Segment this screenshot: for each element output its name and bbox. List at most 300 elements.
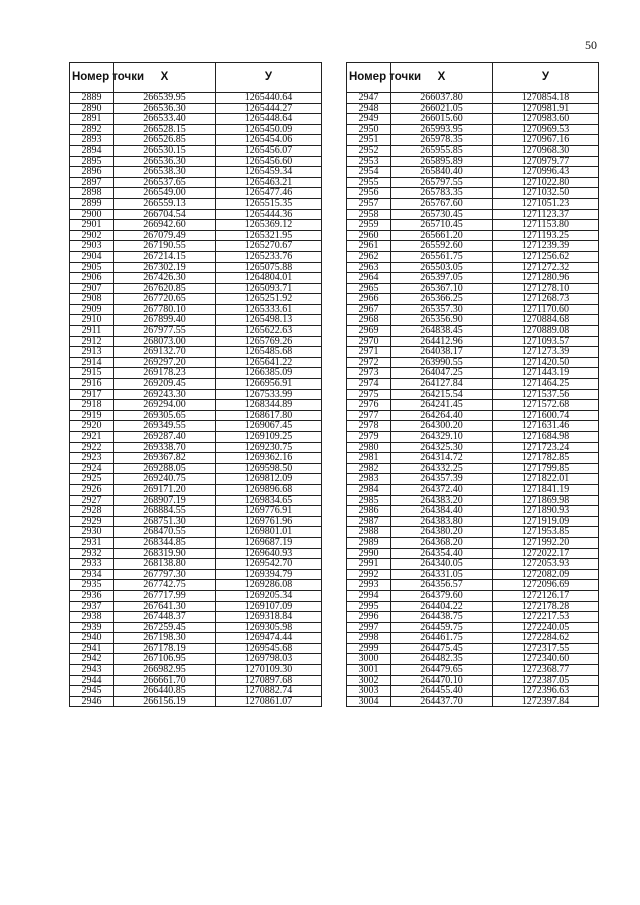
- y-coordinate-cell: 1265450.09: [216, 124, 322, 135]
- point-number-cell: 2994: [347, 590, 391, 601]
- table-row: [70, 389, 322, 400]
- point-number-cell: 2899: [70, 198, 114, 209]
- y-coordinate-cell: 1269109.25: [216, 432, 322, 443]
- table-row: [70, 273, 322, 284]
- point-number-cell: 2891: [70, 114, 114, 125]
- table-row: [70, 145, 322, 156]
- y-coordinate-cell: 1271093.57: [493, 336, 599, 347]
- point-number-cell: 2960: [347, 230, 391, 241]
- x-coordinate-cell: 265397.05: [391, 273, 493, 284]
- table-row: [70, 251, 322, 262]
- y-coordinate-cell: 1271723.24: [493, 442, 599, 453]
- table-row: [70, 336, 322, 347]
- y-coordinate-cell: 1264804.01: [216, 273, 322, 284]
- point-number-cell: 2970: [347, 336, 391, 347]
- y-coordinate-cell: 1272284.62: [493, 633, 599, 644]
- x-coordinate-cell: 266549.00: [114, 188, 216, 199]
- point-number-cell: 2983: [347, 474, 391, 485]
- y-coordinate-cell: 1271239.39: [493, 241, 599, 252]
- x-coordinate-cell: 264838.45: [391, 326, 493, 337]
- y-coordinate-cell: 1265440.64: [216, 93, 322, 104]
- y-coordinate-cell: 1265075.88: [216, 262, 322, 273]
- point-number-cell: 2900: [70, 209, 114, 220]
- table-row: [70, 294, 322, 305]
- y-coordinate-cell: 1265369.12: [216, 220, 322, 231]
- x-coordinate-cell: 267302.19: [114, 262, 216, 273]
- y-coordinate-cell: 1272240.05: [493, 622, 599, 633]
- x-coordinate-cell: 264354.40: [391, 548, 493, 559]
- x-coordinate-cell: 267742.75: [114, 580, 216, 591]
- table-row: [347, 93, 599, 104]
- table-row: [70, 432, 322, 443]
- point-number-cell: 2954: [347, 167, 391, 178]
- point-number-cell: 2920: [70, 421, 114, 432]
- point-number-cell: 2905: [70, 262, 114, 273]
- x-coordinate-cell: 264300.20: [391, 421, 493, 432]
- table-row: [347, 241, 599, 252]
- table-row: [347, 410, 599, 421]
- y-coordinate-cell: 1265093.71: [216, 283, 322, 294]
- point-number-cell: 2979: [347, 432, 391, 443]
- x-coordinate-cell: 265503.05: [391, 262, 493, 273]
- x-coordinate-cell: 267259.45: [114, 622, 216, 633]
- point-number-cell: 2909: [70, 304, 114, 315]
- x-coordinate-cell: 264241.45: [391, 400, 493, 411]
- y-coordinate-cell: 1269286.08: [216, 580, 322, 591]
- point-number-cell: 2898: [70, 188, 114, 199]
- x-coordinate-cell: 265730.45: [391, 209, 493, 220]
- x-coordinate-cell: 266440.85: [114, 686, 216, 697]
- table-row: [70, 315, 322, 326]
- x-coordinate-cell: 269349.55: [114, 421, 216, 432]
- table-row: [70, 103, 322, 114]
- x-coordinate-cell: 267717.99: [114, 590, 216, 601]
- x-coordinate-cell: 269178.23: [114, 368, 216, 379]
- point-number-cell: 2896: [70, 167, 114, 178]
- header-y: У: [493, 63, 599, 93]
- point-number-cell: 3002: [347, 675, 391, 686]
- x-coordinate-cell: 266538.30: [114, 167, 216, 178]
- x-coordinate-cell: 264379.60: [391, 590, 493, 601]
- table-row: [347, 601, 599, 612]
- table-row: [347, 326, 599, 337]
- y-coordinate-cell: 1271123.37: [493, 209, 599, 220]
- point-number-cell: 2928: [70, 506, 114, 517]
- y-coordinate-cell: 1272178.28: [493, 601, 599, 612]
- point-number-cell: 2996: [347, 612, 391, 623]
- y-coordinate-cell: 1271782.85: [493, 453, 599, 464]
- table-row: [347, 442, 599, 453]
- header-x: X: [114, 63, 216, 93]
- point-number-cell: 2922: [70, 442, 114, 453]
- x-coordinate-cell: 264437.70: [391, 696, 493, 707]
- table-row: [70, 559, 322, 570]
- point-number-cell: 2985: [347, 495, 391, 506]
- y-coordinate-cell: 1265769.26: [216, 336, 322, 347]
- x-coordinate-cell: 269305.65: [114, 410, 216, 421]
- x-coordinate-cell: 265592.60: [391, 241, 493, 252]
- table-row: [347, 336, 599, 347]
- y-coordinate-cell: 1270884.68: [493, 315, 599, 326]
- point-number-cell: 2963: [347, 262, 391, 273]
- x-coordinate-cell: 265797.55: [391, 177, 493, 188]
- y-coordinate-cell: 1268617.80: [216, 410, 322, 421]
- point-number-cell: 2987: [347, 516, 391, 527]
- table-row: [347, 198, 599, 209]
- x-coordinate-cell: 265710.45: [391, 220, 493, 231]
- point-number-cell: 2938: [70, 612, 114, 623]
- point-number-cell: 2986: [347, 506, 391, 517]
- y-coordinate-cell: 1265463.21: [216, 177, 322, 188]
- x-coordinate-cell: 267426.30: [114, 273, 216, 284]
- table-row: [70, 633, 322, 644]
- x-coordinate-cell: 265955.85: [391, 145, 493, 156]
- point-number-cell: 3000: [347, 654, 391, 665]
- table-row: [347, 156, 599, 167]
- y-coordinate-cell: 1269230.75: [216, 442, 322, 453]
- x-coordinate-cell: 268470.55: [114, 527, 216, 538]
- x-coordinate-cell: 268884.55: [114, 506, 216, 517]
- table-row: [70, 230, 322, 241]
- x-coordinate-cell: 269171.20: [114, 484, 216, 495]
- x-coordinate-cell: 264412.96: [391, 336, 493, 347]
- table-row: [70, 622, 322, 633]
- point-number-cell: 2949: [347, 114, 391, 125]
- x-coordinate-cell: 264479.65: [391, 665, 493, 676]
- y-coordinate-cell: 1269474.44: [216, 633, 322, 644]
- y-coordinate-cell: 1269542.70: [216, 559, 322, 570]
- table-row: [347, 665, 599, 676]
- table-row: [70, 675, 322, 686]
- y-coordinate-cell: 1270897.68: [216, 675, 322, 686]
- point-number-cell: 2889: [70, 93, 114, 104]
- table-row: [70, 209, 322, 220]
- x-coordinate-cell: 264482.35: [391, 654, 493, 665]
- table-row: [70, 410, 322, 421]
- x-coordinate-cell: 269209.45: [114, 379, 216, 390]
- point-number-cell: 2946: [70, 696, 114, 707]
- point-number-cell: 2948: [347, 103, 391, 114]
- x-coordinate-cell: 265767.60: [391, 198, 493, 209]
- point-number-cell: 2902: [70, 230, 114, 241]
- table-row: [347, 537, 599, 548]
- x-coordinate-cell: 266704.54: [114, 209, 216, 220]
- y-coordinate-cell: 1265444.27: [216, 103, 322, 114]
- x-coordinate-cell: 269288.05: [114, 463, 216, 474]
- point-number-cell: 2912: [70, 336, 114, 347]
- point-number-cell: 2923: [70, 453, 114, 464]
- x-coordinate-cell: 265993.95: [391, 124, 493, 135]
- table-row: [70, 400, 322, 411]
- x-coordinate-cell: 264325.30: [391, 442, 493, 453]
- point-number-cell: 2908: [70, 294, 114, 305]
- x-coordinate-cell: 265366.25: [391, 294, 493, 305]
- table-row: [347, 569, 599, 580]
- y-coordinate-cell: 1265622.63: [216, 326, 322, 337]
- y-coordinate-cell: 1265459.34: [216, 167, 322, 178]
- point-number-cell: 2977: [347, 410, 391, 421]
- point-number-cell: 2893: [70, 135, 114, 146]
- point-number-cell: 2997: [347, 622, 391, 633]
- x-coordinate-cell: 266037.80: [391, 93, 493, 104]
- y-coordinate-cell: 1265233.76: [216, 251, 322, 262]
- x-coordinate-cell: 267641.30: [114, 601, 216, 612]
- table-row: [347, 612, 599, 623]
- table-row: [347, 590, 599, 601]
- table-row: [347, 347, 599, 358]
- y-coordinate-cell: 1269067.45: [216, 421, 322, 432]
- y-coordinate-cell: 1269305.98: [216, 622, 322, 633]
- point-number-cell: 2931: [70, 537, 114, 548]
- x-coordinate-cell: 266942.60: [114, 220, 216, 231]
- table-row: [347, 548, 599, 559]
- point-number-cell: 2929: [70, 516, 114, 527]
- x-coordinate-cell: 267448.37: [114, 612, 216, 623]
- table-row: [347, 686, 599, 697]
- point-number-cell: 2925: [70, 474, 114, 485]
- y-coordinate-cell: 1269545.68: [216, 643, 322, 654]
- table-header-row: [347, 63, 599, 93]
- x-coordinate-cell: 266021.05: [391, 103, 493, 114]
- point-number-cell: 2926: [70, 484, 114, 495]
- point-number-cell: 2933: [70, 559, 114, 570]
- table-row: [70, 177, 322, 188]
- table-row: [347, 580, 599, 591]
- point-number-cell: 2990: [347, 548, 391, 559]
- table-row: [70, 506, 322, 517]
- y-coordinate-cell: 1269107.09: [216, 601, 322, 612]
- header-x: X: [391, 63, 493, 93]
- x-coordinate-cell: 269297.20: [114, 357, 216, 368]
- y-coordinate-cell: 1272053.93: [493, 559, 599, 570]
- y-coordinate-cell: 1271170.60: [493, 304, 599, 315]
- point-number-cell: 2936: [70, 590, 114, 601]
- table-row: [347, 495, 599, 506]
- table-row: [70, 283, 322, 294]
- y-coordinate-cell: 1272096.69: [493, 580, 599, 591]
- point-number-cell: 2992: [347, 569, 391, 580]
- x-coordinate-cell: 266982.95: [114, 665, 216, 676]
- x-coordinate-cell: 264470.10: [391, 675, 493, 686]
- table-row: [347, 251, 599, 262]
- table-row: [70, 442, 322, 453]
- y-coordinate-cell: 1269205.34: [216, 590, 322, 601]
- x-coordinate-cell: 268751.30: [114, 516, 216, 527]
- point-number-cell: 2972: [347, 357, 391, 368]
- x-coordinate-cell: 265367.10: [391, 283, 493, 294]
- y-coordinate-cell: 1272126.17: [493, 590, 599, 601]
- point-number-cell: 2918: [70, 400, 114, 411]
- table-row: [70, 495, 322, 506]
- x-coordinate-cell: 266536.30: [114, 156, 216, 167]
- table-row: [70, 654, 322, 665]
- y-coordinate-cell: 1272022.17: [493, 548, 599, 559]
- x-coordinate-cell: 266530.15: [114, 145, 216, 156]
- y-coordinate-cell: 1269640.93: [216, 548, 322, 559]
- table-row: [70, 124, 322, 135]
- table-row: [70, 548, 322, 559]
- point-number-cell: 2890: [70, 103, 114, 114]
- x-coordinate-cell: 267780.10: [114, 304, 216, 315]
- point-number-cell: 2915: [70, 368, 114, 379]
- y-coordinate-cell: 1271600.74: [493, 410, 599, 421]
- table-row: [347, 230, 599, 241]
- table-row: [347, 622, 599, 633]
- table-row: [70, 463, 322, 474]
- table-row: [70, 421, 322, 432]
- point-number-cell: 2974: [347, 379, 391, 390]
- point-number-cell: 2917: [70, 389, 114, 400]
- point-number-cell: 2944: [70, 675, 114, 686]
- table-row: [70, 326, 322, 337]
- point-number-cell: 2942: [70, 654, 114, 665]
- point-number-cell: 2961: [347, 241, 391, 252]
- x-coordinate-cell: 265783.35: [391, 188, 493, 199]
- x-coordinate-cell: 269132.70: [114, 347, 216, 358]
- y-coordinate-cell: 1270854.18: [493, 93, 599, 104]
- x-coordinate-cell: 263990.55: [391, 357, 493, 368]
- y-coordinate-cell: 1272396.63: [493, 686, 599, 697]
- point-number-cell: 2953: [347, 156, 391, 167]
- y-coordinate-cell: 1270979.77: [493, 156, 599, 167]
- x-coordinate-cell: 264264.40: [391, 410, 493, 421]
- y-coordinate-cell: 1271051.23: [493, 198, 599, 209]
- header-y: У: [216, 63, 322, 93]
- x-coordinate-cell: 264038.17: [391, 347, 493, 358]
- x-coordinate-cell: 267190.55: [114, 241, 216, 252]
- y-coordinate-cell: 1265498.13: [216, 315, 322, 326]
- y-coordinate-cell: 1270882.74: [216, 686, 322, 697]
- y-coordinate-cell: 1270996.43: [493, 167, 599, 178]
- table-row: [347, 114, 599, 125]
- point-number-cell: 2947: [347, 93, 391, 104]
- table-row: [347, 463, 599, 474]
- y-coordinate-cell: 1271684.98: [493, 432, 599, 443]
- y-coordinate-cell: 1270969.53: [493, 124, 599, 135]
- x-coordinate-cell: 264459.75: [391, 622, 493, 633]
- y-coordinate-cell: 1266385.09: [216, 368, 322, 379]
- x-coordinate-cell: 268907.19: [114, 495, 216, 506]
- y-coordinate-cell: 1269687.19: [216, 537, 322, 548]
- x-coordinate-cell: 266661.70: [114, 675, 216, 686]
- x-coordinate-cell: 265561.75: [391, 251, 493, 262]
- table-row: [347, 294, 599, 305]
- table-row: [347, 506, 599, 517]
- y-coordinate-cell: 1270983.60: [493, 114, 599, 125]
- table-row: [70, 188, 322, 199]
- table-row: [347, 484, 599, 495]
- x-coordinate-cell: 266526.85: [114, 135, 216, 146]
- y-coordinate-cell: 1270861.07: [216, 696, 322, 707]
- table-row: [347, 654, 599, 665]
- table-row: [70, 601, 322, 612]
- y-coordinate-cell: 1265456.07: [216, 145, 322, 156]
- x-coordinate-cell: 269338.70: [114, 442, 216, 453]
- x-coordinate-cell: 269243.30: [114, 389, 216, 400]
- point-number-cell: 3003: [347, 686, 391, 697]
- x-coordinate-cell: 264368.20: [391, 537, 493, 548]
- point-number-cell: 2984: [347, 484, 391, 495]
- y-coordinate-cell: 1271273.39: [493, 347, 599, 358]
- y-coordinate-cell: 1271032.50: [493, 188, 599, 199]
- table-row: [347, 474, 599, 485]
- table-row: [347, 103, 599, 114]
- y-coordinate-cell: 1271822.01: [493, 474, 599, 485]
- x-coordinate-cell: 264332.25: [391, 463, 493, 474]
- x-coordinate-cell: 266015.60: [391, 114, 493, 125]
- point-number-cell: 2894: [70, 145, 114, 156]
- y-coordinate-cell: 1265444.36: [216, 209, 322, 220]
- point-number-cell: 2930: [70, 527, 114, 538]
- x-coordinate-cell: 264384.40: [391, 506, 493, 517]
- y-coordinate-cell: 1272317.55: [493, 643, 599, 654]
- coordinates-table-left: [69, 62, 322, 707]
- x-coordinate-cell: 264383.20: [391, 495, 493, 506]
- table-row: [347, 633, 599, 644]
- point-number-cell: 3004: [347, 696, 391, 707]
- y-coordinate-cell: 1265251.92: [216, 294, 322, 305]
- point-number-cell: 2941: [70, 643, 114, 654]
- point-number-cell: 2982: [347, 463, 391, 474]
- y-coordinate-cell: 1265485.68: [216, 347, 322, 358]
- y-coordinate-cell: 1271443.19: [493, 368, 599, 379]
- x-coordinate-cell: 264475.45: [391, 643, 493, 654]
- table-row: [347, 357, 599, 368]
- point-number-cell: 2903: [70, 241, 114, 252]
- point-number-cell: 2910: [70, 315, 114, 326]
- table-row: [70, 474, 322, 485]
- y-coordinate-cell: 1272340.60: [493, 654, 599, 665]
- table-header-row: [70, 63, 322, 93]
- x-coordinate-cell: 266559.13: [114, 198, 216, 209]
- table-row: [70, 167, 322, 178]
- y-coordinate-cell: 1270981.91: [493, 103, 599, 114]
- y-coordinate-cell: 1271890.93: [493, 506, 599, 517]
- table-row: [70, 220, 322, 231]
- x-coordinate-cell: 266533.40: [114, 114, 216, 125]
- table-row: [347, 527, 599, 538]
- y-coordinate-cell: 1270968.30: [493, 145, 599, 156]
- table-row: [70, 484, 322, 495]
- x-coordinate-cell: 264438.75: [391, 612, 493, 623]
- table-row: [70, 537, 322, 548]
- x-coordinate-cell: 266537.65: [114, 177, 216, 188]
- point-number-cell: 2959: [347, 220, 391, 231]
- x-coordinate-cell: 266528.15: [114, 124, 216, 135]
- table-row: [70, 241, 322, 252]
- x-coordinate-cell: 265978.35: [391, 135, 493, 146]
- y-coordinate-cell: 1271572.68: [493, 400, 599, 411]
- table-row: [347, 273, 599, 284]
- point-number-cell: 2991: [347, 559, 391, 570]
- y-coordinate-cell: 1265641.22: [216, 357, 322, 368]
- y-coordinate-cell: 1265321.95: [216, 230, 322, 241]
- y-coordinate-cell: 1269761.96: [216, 516, 322, 527]
- x-coordinate-cell: 264329.10: [391, 432, 493, 443]
- point-number-cell: 2911: [70, 326, 114, 337]
- point-number-cell: 2914: [70, 357, 114, 368]
- table-row: [70, 93, 322, 104]
- table-row: [347, 315, 599, 326]
- table-row: [347, 177, 599, 188]
- table-row: [70, 114, 322, 125]
- x-coordinate-cell: 269294.00: [114, 400, 216, 411]
- point-number-cell: 2998: [347, 633, 391, 644]
- table-row: [347, 696, 599, 707]
- table-row: [347, 675, 599, 686]
- table-row: [347, 559, 599, 570]
- table-row: [70, 368, 322, 379]
